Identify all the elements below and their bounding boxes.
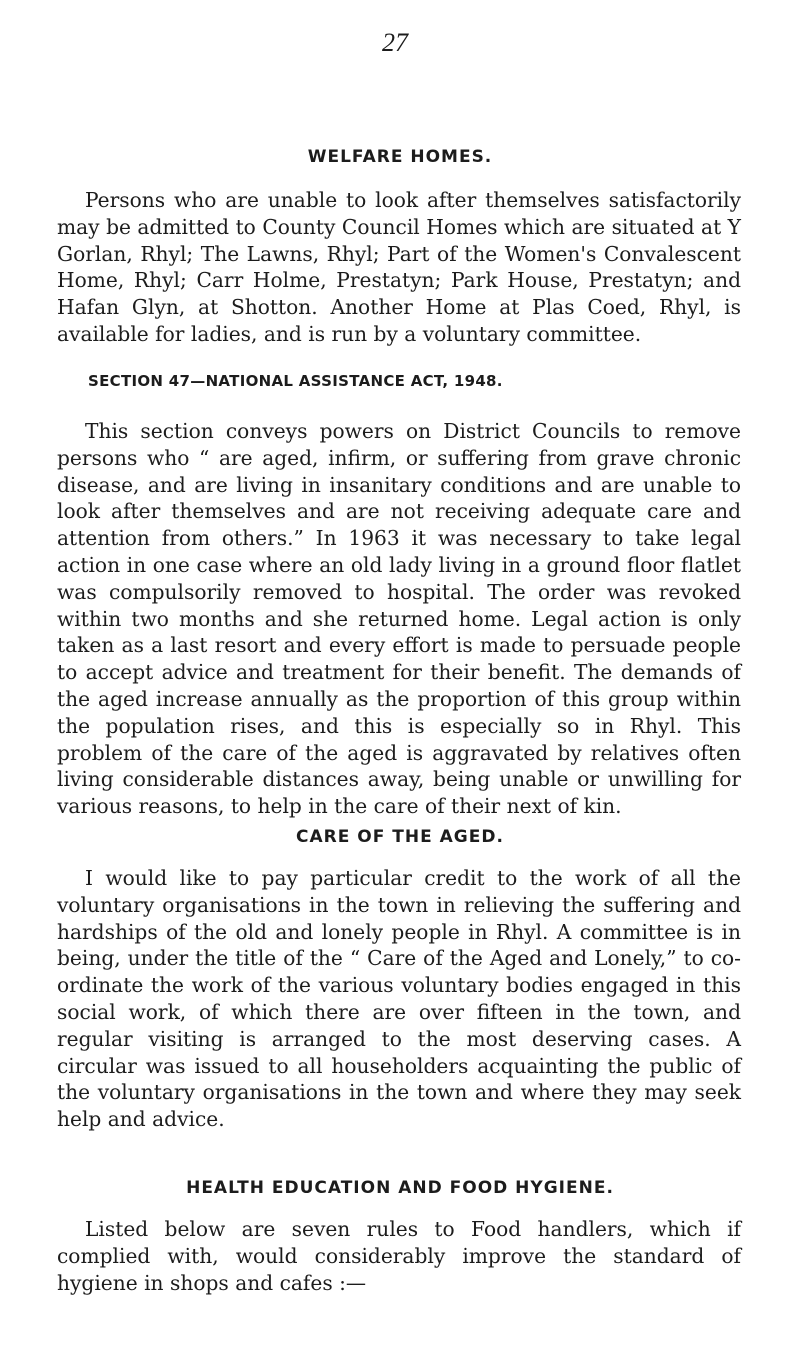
heading-section-47: SECTION 47—NATIONAL ASSISTANCE ACT, 1948. bbox=[88, 372, 503, 390]
page-number: 27 bbox=[382, 28, 408, 57]
paragraph-section-47: This section conveys powers on District Councils to remove persons who “ are aged, infirm, or suffering from grave chronic disease, and are living in insanitary conditions and are unable to look after themselves and are not receiving adequate care and attention from others.” In 1963 it was necessary to take legal action in one case where an old lady living in a ground floor flatlet was compulsorily removed to hospital. The order was revoked within two months and she returned home. Legal action is only taken as a last resort and every effort is made to persuade people to accept advice and treatment for their benefit. The demands of the aged increase annually as the proportion of this group within the population rises, and this is especially so in Rhyl. This problem of the care of the aged is aggravated by relatives often living considerable distances away, being unable or unwilling for various reasons, to help in the care of their next of kin. bbox=[57, 419, 741, 819]
paragraph-welfare-homes: Persons who are unable to look after themselves satisfactorily may be admitted to County Council Homes which are situated at Y Gorlan, Rhyl; The Lawns, Rhyl; Part of the Women's Convalescent Home, Rhyl; Carr Holme, Prestatyn; Park House, Prestatyn; and Hafan Glyn, at Shotton. Another Home at Plas Coed, Rhyl, is available for ladies, and is run by a voluntary committee. bbox=[57, 188, 741, 346]
heading-care-of-the-aged: CARE OF THE AGED. bbox=[296, 827, 504, 847]
paragraph-health-education: Listed below are seven rules to Food handlers, which if complied with, would considerably improve the standard of hygiene in shops and cafes :— bbox=[57, 1217, 741, 1295]
paragraph-care-of-the-aged: I would like to pay particular credit to the work of all the voluntary organisations in the town in relieving the suffering and hardships of the old and lonely people in Rhyl. A committee is in being, under the title of the “ Care of the Aged and Lonely,” to co-ordinate the work of the various voluntary bodies engaged in this social work, of which there are over fifteen in the town, and regular visiting is arranged to the most deserving cases. A circular was issued to all householders acquainting the public of the voluntary organisations in the town and where they may seek help and advice. bbox=[57, 866, 741, 1132]
heading-welfare-homes: WELFARE HOMES. bbox=[307, 147, 493, 167]
heading-health-education: HEALTH EDUCATION AND FOOD HYGIENE. bbox=[186, 1178, 614, 1198]
